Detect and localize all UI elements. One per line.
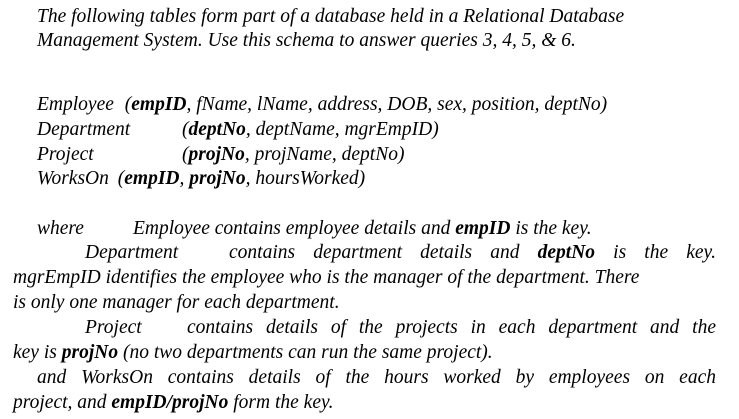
note-employee-text: Employee contains employee details and — [133, 218, 451, 239]
note-workson-key: empID/projNo — [111, 392, 229, 413]
paren-open: ( — [117, 168, 125, 189]
table-name-project: Project — [37, 144, 94, 165]
key-empid: empID — [131, 94, 187, 115]
note-workson-pre: project, and — [13, 392, 107, 413]
schema-employee — [37, 93, 607, 117]
key-projno: projNo — [188, 144, 245, 165]
note-workson-line: and WorksOn contains details of the hours worked by employees on each — [37, 367, 716, 388]
note-employee-end: is the key. — [515, 218, 592, 239]
note-employee — [133, 217, 592, 241]
note-employee-key: empID — [455, 218, 511, 239]
note-workson-post: form the key. — [233, 392, 334, 413]
note-department-key: deptNo — [537, 242, 596, 263]
key-projno: projNo — [189, 168, 246, 189]
note-mgr-line: mgrEmpID identifies the employee who is the manager of the department. There — [13, 267, 640, 288]
intro-line-2: Management System. Use this schema to answer queries 3, 4, 5, & 6. — [37, 30, 576, 51]
key-empid: empID — [124, 168, 180, 189]
note-project-key-line — [13, 341, 493, 365]
note-department — [229, 241, 716, 265]
where-label: where — [37, 218, 84, 239]
note-project-key-post: (no two departments can run the same project). — [122, 342, 493, 363]
table-name-workson: WorksOn — [37, 168, 109, 189]
key-separator: , — [179, 168, 190, 189]
paren-open: ( — [182, 144, 189, 165]
schema-project-attrs — [182, 143, 404, 167]
schema-department — [37, 118, 130, 142]
schema-workson — [37, 167, 365, 191]
note-project-text: contains details of the projects in each department and the — [187, 317, 716, 338]
table-name-employee: Employee — [37, 94, 114, 115]
key-deptno: deptNo — [188, 119, 246, 140]
attrs-workson: , hoursWorked) — [245, 168, 366, 189]
attrs-project: , projName, deptNo) — [244, 144, 405, 165]
note-one-manager: is only one manager for each department. — [13, 292, 340, 313]
attrs-employee: , fName, lName, address, DOB, sex, position, deptNo) — [186, 94, 608, 115]
note-project-key-pre: key is — [13, 342, 57, 363]
table-name-department: Department — [37, 119, 131, 140]
schema-project — [37, 143, 94, 167]
note-department-name: Department — [85, 242, 179, 263]
attrs-department: , deptName, mgrEmpID) — [245, 119, 439, 140]
note-project-key: projNo — [61, 342, 119, 363]
note-department-text: contains department details and — [229, 242, 520, 263]
paren-open: ( — [182, 119, 189, 140]
intro-line-1: The following tables form part of a database held in a Relational Database — [37, 6, 625, 27]
note-project-name: Project — [85, 317, 142, 338]
paren-open: ( — [124, 94, 132, 115]
schema-department-attrs — [182, 118, 439, 142]
note-department-end: is the key. — [613, 242, 717, 263]
note-workson-key-line — [13, 391, 333, 415]
